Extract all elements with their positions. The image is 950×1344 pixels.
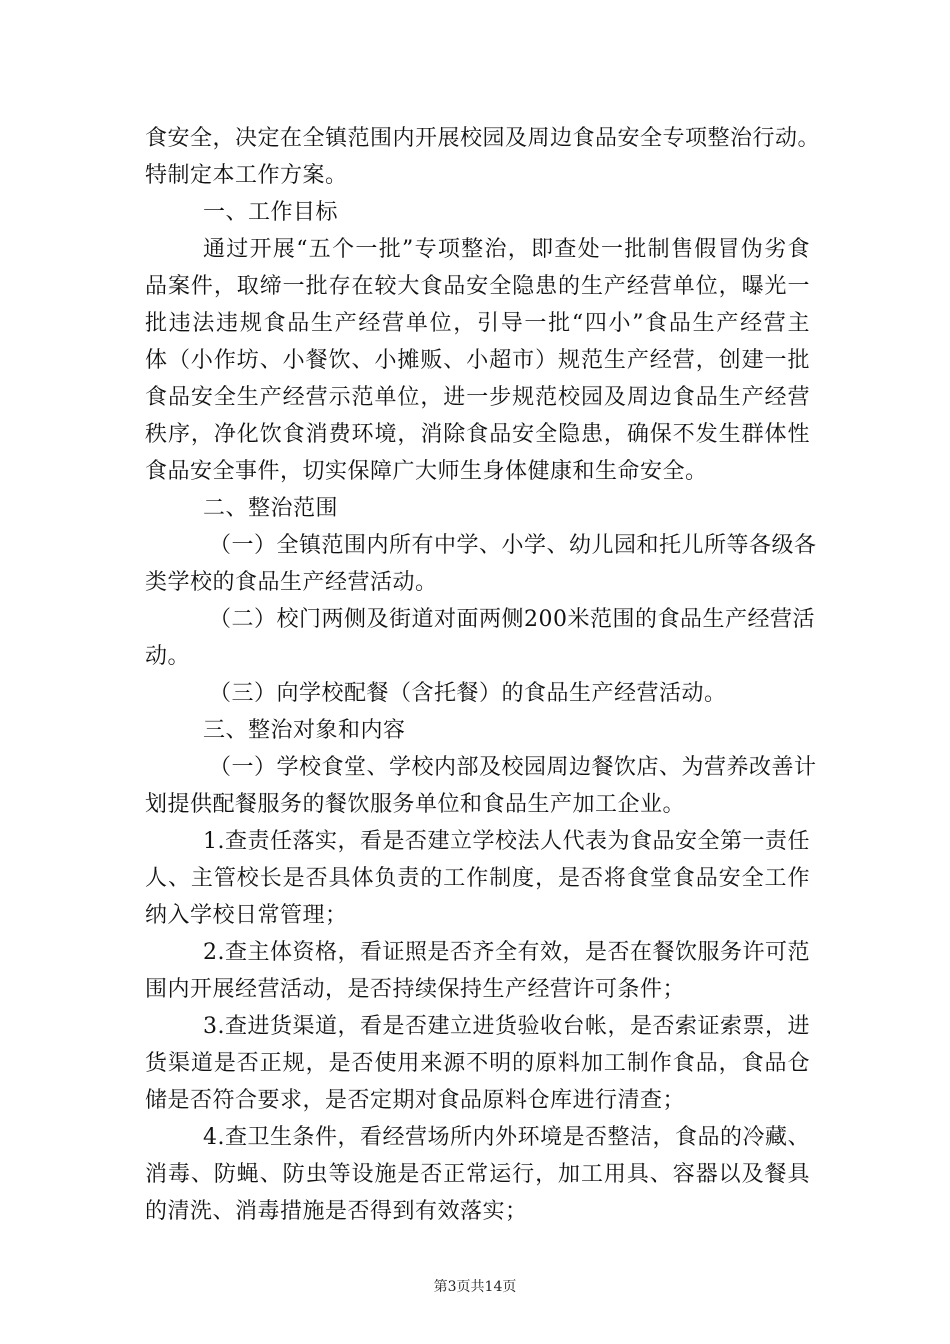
section-heading: 二、整治范围 xyxy=(203,496,339,521)
page-footer xyxy=(0,1276,950,1296)
body-line: 的清洗、消毒措施是否得到有效落实； xyxy=(145,1199,528,1224)
body-line: 食品安全生产经营示范单位，进一步规范校园及周边食品生产经营 xyxy=(145,385,810,410)
document-body xyxy=(145,120,821,1230)
section-heading: 一、工作目标 xyxy=(203,200,339,225)
body-line: 划提供配餐服务的餐饮服务单位和食品生产加工企业。 xyxy=(145,792,686,817)
page-number-label: 第3页共14页 xyxy=(433,1279,517,1295)
body-line: 储是否符合要求，是否定期对食品原料仓库进行清查； xyxy=(145,1088,686,1113)
body-line: 围内开展经营活动，是否持续保持生产经营许可条件； xyxy=(145,977,686,1002)
body-line: 人、主管校长是否具体负责的工作制度，是否将食堂食品安全工作 xyxy=(145,866,810,891)
body-line: 秩序，净化饮食消费环境，消除食品安全隐患，确保不发生群体性 xyxy=(145,422,810,447)
section-heading: 三、整治对象和内容 xyxy=(203,718,406,743)
body-line: 3.查进货渠道，看是否建立进货验收台帐，是否索证索票，进 xyxy=(203,1014,810,1039)
body-line: 品案件，取缔一批存在较大食品安全隐患的生产经营单位，曝光一 xyxy=(145,274,810,299)
body-line: 动。 xyxy=(145,644,191,669)
body-line: 体（小作坊、小餐饮、小摊贩、小超市）规范生产经营，创建一批 xyxy=(145,348,810,373)
body-line: （一）学校食堂、学校内部及校园周边餐饮店、为营养改善计 xyxy=(209,755,817,780)
body-line: 2.查主体资格，看证照是否齐全有效，是否在餐饮服务许可范 xyxy=(203,940,810,965)
body-line: 4.查卫生条件，看经营场所内外环境是否整洁，食品的冷藏、 xyxy=(203,1125,810,1150)
body-line: 货渠道是否正规，是否使用来源不明的原料加工制作食品，食品仓 xyxy=(145,1051,810,1076)
body-line: （二）校门两侧及街道对面两侧200米范围的食品生产经营活 xyxy=(209,607,815,632)
body-line: 食品安全事件，切实保障广大师生身体健康和生命安全。 xyxy=(145,459,708,484)
body-line: （三）向学校配餐（含托餐）的食品生产经营活动。 xyxy=(209,681,727,706)
body-line: 通过开展“五个一批”专项整治，即查处一批制售假冒伪劣食 xyxy=(203,237,810,262)
body-line: （一）全镇范围内所有中学、小学、幼儿园和托儿所等各级各 xyxy=(209,533,817,558)
body-line: 批违法违规食品生产经营单位，引导一批“四小”食品生产经营主 xyxy=(145,311,810,336)
body-line: 食安全，决定在全镇范围内开展校园及周边食品安全专项整治行动。 xyxy=(145,126,821,151)
body-line: 类学校的食品生产经营活动。 xyxy=(145,570,438,595)
body-line: 特制定本工作方案。 xyxy=(145,163,348,188)
body-line: 纳入学校日常管理； xyxy=(145,903,348,928)
body-line: 消毒、防蝇、防虫等设施是否正常运行，加工用具、容器以及餐具 xyxy=(145,1162,810,1187)
body-line: 1.查责任落实，看是否建立学校法人代表为食品安全第一责任 xyxy=(203,829,810,854)
